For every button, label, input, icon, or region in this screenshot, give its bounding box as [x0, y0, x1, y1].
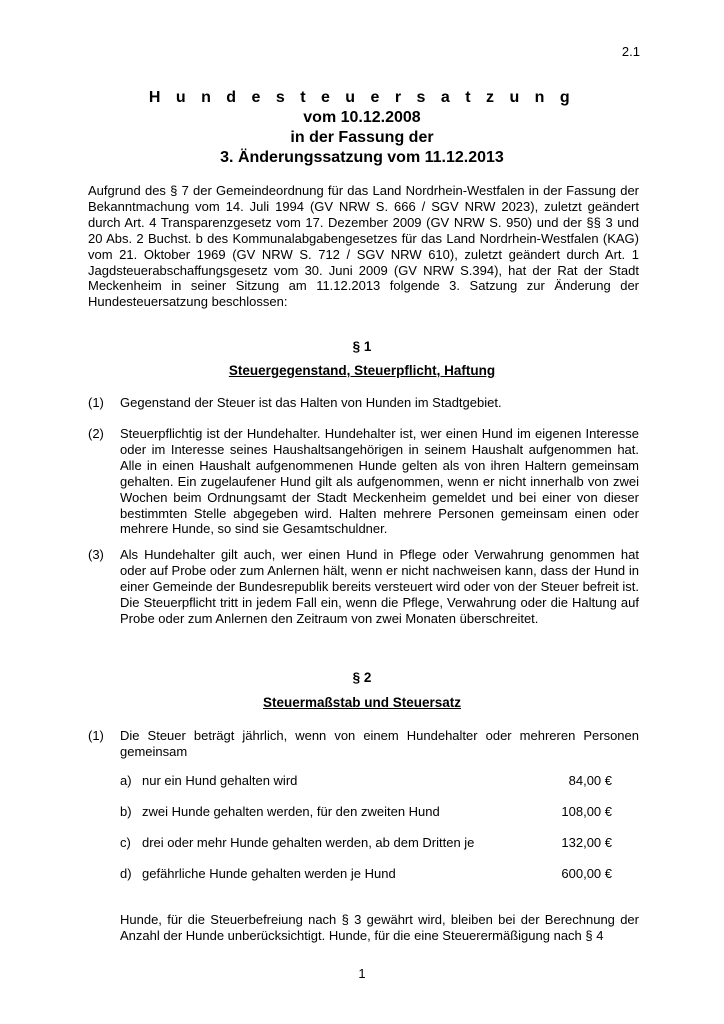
- title-line-2: vom 10.12.2008: [303, 109, 421, 126]
- rate-item-label: b): [120, 804, 132, 819]
- paragraph-number: (3): [88, 547, 104, 562]
- section-1-heading: Steuergegenstand, Steuerpflicht, Haftung: [228, 363, 496, 378]
- rate-item-amount: 600,00 €: [561, 866, 612, 881]
- paragraph-number: (1): [88, 395, 104, 410]
- rate-item-a: [120, 773, 612, 788]
- paragraph-number: (1): [88, 728, 104, 743]
- rate-item-amount: 108,00 €: [561, 804, 612, 819]
- rate-item-amount: 84,00 €: [568, 773, 612, 788]
- rate-item-b: [120, 804, 612, 819]
- section-2-paragraph-1: [88, 728, 639, 760]
- title-line-4: 3. Änderungssatzung vom 11.12.2013: [220, 149, 504, 166]
- section-1-number: § 1: [352, 339, 372, 354]
- page-number-bottom: 1: [358, 966, 366, 981]
- page-number-top: 2.1: [621, 44, 640, 59]
- document-title: [0, 88, 724, 168]
- rate-item-label: c): [120, 835, 131, 850]
- rate-item-c: [120, 835, 612, 850]
- section-1-paragraph-1: [88, 395, 639, 411]
- paragraph-text: Als Hundehalter gilt auch, wer einen Hund in Pflege oder Verwahrung genommen hat oder auf Probe oder zum Anlernen hält, wenn er nicht nachweisen kann, dass der Hund in einer Gemeinde der Bundesrepublik bereits versteuert wird oder von der Steuer befreit ist. Die Steuerpflicht tritt in jedem Fall ein, wenn die Pflege, Verwahrung oder die Haltung auf Probe oder zum Anlernen den Zeitraum von zwei Monaten überschreitet.: [120, 547, 639, 626]
- rate-item-text: zwei Hunde gehalten werden, für den zweiten Hund: [142, 804, 440, 819]
- rate-item-label: d): [120, 866, 132, 881]
- paragraph-text: Die Steuer beträgt jährlich, wenn von einem Hundehalter oder mehreren Personen gemeinsam: [120, 728, 639, 759]
- rate-item-text: drei oder mehr Hunde gehalten werden, ab dem Dritten je: [142, 835, 475, 850]
- section-2-number: § 2: [352, 670, 372, 685]
- title-line-1: H u n d e s t e u e r s a t z u n g: [148, 89, 576, 106]
- section-2-tail-paragraph: Hunde, für die Steuerbefreiung nach § 3 gewährt wird, bleiben bei der Berechnung der Anzahl der Hunde unberücksichtigt. Hunde, für die eine Steuerermäßigung nach § 4: [120, 912, 639, 943]
- rate-item-text: gefährliche Hunde gehalten werden je Hund: [142, 866, 396, 881]
- paragraph-text: Steuerpflichtig ist der Hundehalter. Hundehalter ist, wer einen Hund im eigenen Interesse oder im Interesse seines Haushaltsangehörigen in seinem Haushalt aufgenommen hat. Alle in einen Haushalt aufgenommenen Hunde gelten als von ihren Haltern gemeinsam gehalten. Ein zugelaufener Hund gilt als aufgenommen, wenn er nicht innerhalb von zwei Wochen beim Ordnungsamt der Stadt Meckenheim gemeldet und bei einer von dieser bestimmten Stelle abgegeben wird. Halten mehrere Personen gemeinsam einen oder mehrere Hunde, so sind sie Gesamtschuldner.: [120, 426, 639, 537]
- rate-item-label: a): [120, 773, 132, 788]
- section-2-heading: Steuermaßstab und Steuersatz: [262, 695, 462, 710]
- paragraph-number: (2): [88, 426, 104, 441]
- section-1-paragraph-3: [88, 547, 639, 627]
- rate-item-d: [120, 866, 612, 881]
- rate-item-text: nur ein Hund gehalten wird: [142, 773, 298, 788]
- paragraph-text: Gegenstand der Steuer ist das Halten von Hunden im Stadtgebiet.: [120, 395, 502, 410]
- rate-item-amount: 132,00 €: [561, 835, 612, 850]
- section-1-paragraph-2: [88, 426, 639, 537]
- title-line-3: in der Fassung der: [290, 129, 434, 146]
- intro-paragraph: Aufgrund des § 7 der Gemeindeordnung für das Land Nordrhein-Westfalen in der Fassung der Bekanntmachung vom 14. Juli 1994 (GV NRW S. 666 / SGV NRW 2023), zuletzt geändert durch Art. 4 Transparenzgesetz vom 17. Dezember 2009 (GV NRW S. 950) und der §§ 3 und 20 Abs. 2 Buchst. b des Kommunalabgabengesetzes für das Land Nordrhein-Westfalen (KAG) vom 21. Oktober 1969 (GV NRW S. 712 / SGV NRW 610), zuletzt geändert durch Art. 1 Jagdsteuerabschaffungsgesetz vom 30. Juni 2009 (GV NRW S.394), hat der Rat der Stadt Meckenheim in seiner Sitzung am 11.12.2013 folgende 3. Satzung zur Änderung der Hundesteuersatzung beschlossen:: [88, 183, 639, 310]
